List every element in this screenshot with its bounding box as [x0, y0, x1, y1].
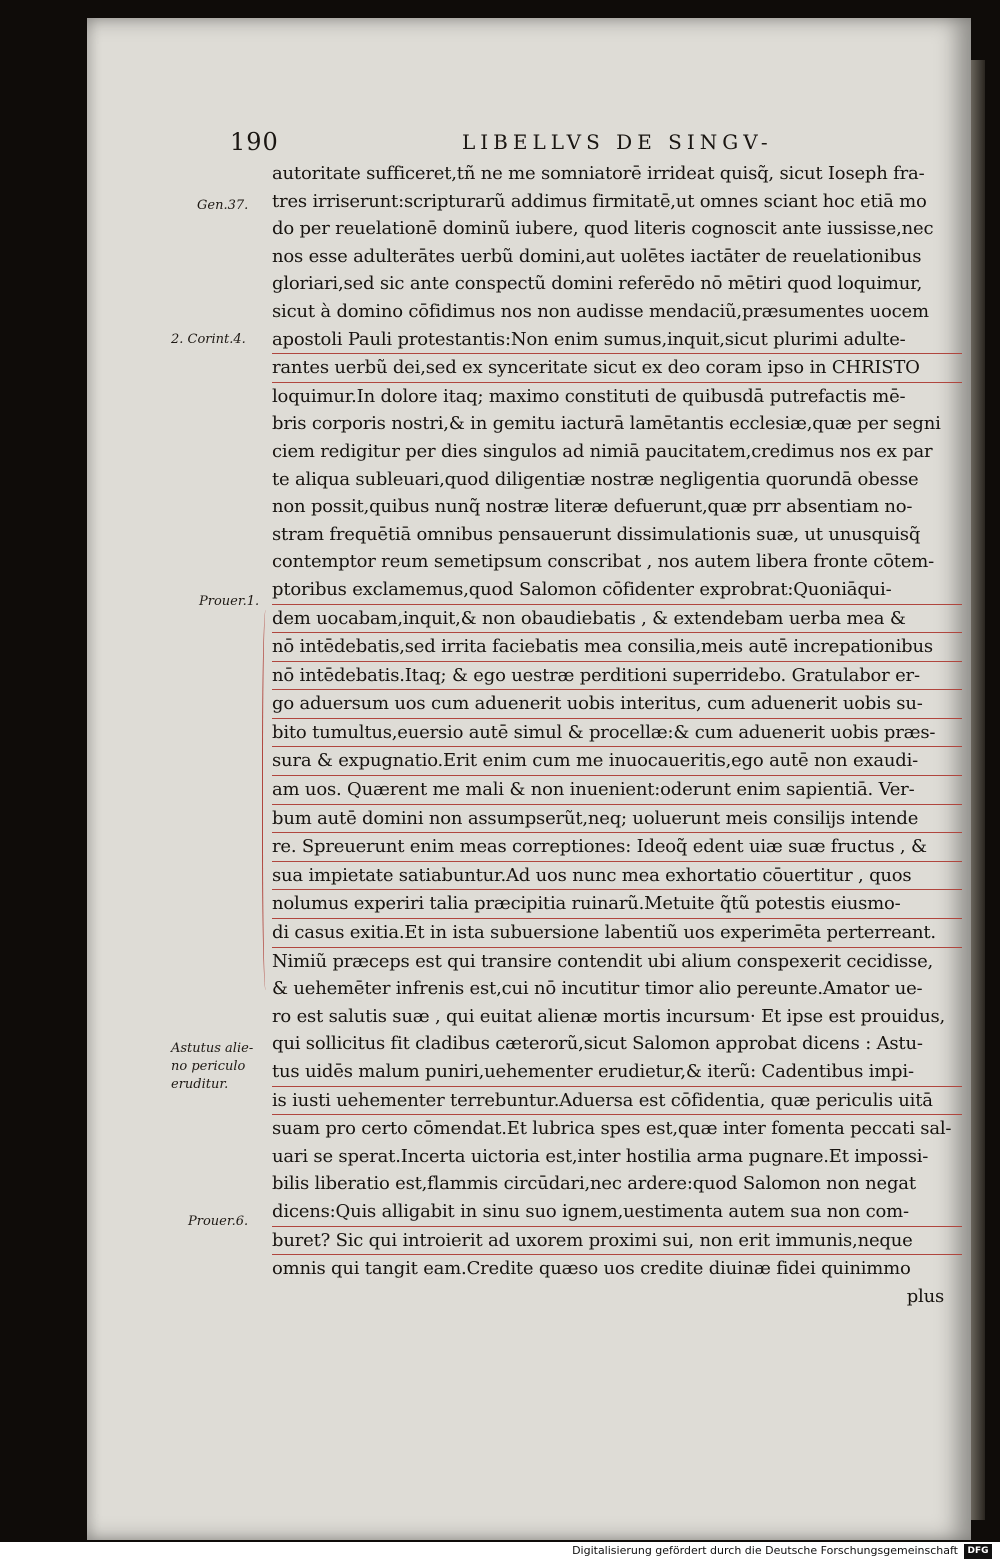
dfg-logo: DFG — [964, 1544, 992, 1559]
text-line: bito tumultus,euersio autē simul & procellæ:& cum aduenerit uobis præs- — [272, 719, 962, 748]
running-head — [230, 128, 970, 162]
text-line: buret? Sic qui introierit ad uxorem proximi sui, non erit immunis,neque — [272, 1227, 962, 1256]
text-line: dem uocabam,inquit,& non obaudiebatis , & extendebam uerba mea & — [272, 605, 962, 634]
text-line: & uehemēter infrenis est,cui nō incutitur timor alio pereunte.Amator ue- — [272, 978, 923, 1000]
text-line: ro est salutis suæ , qui euitat alienæ mortis incursum· Et ipse est prouidus, — [272, 1005, 946, 1027]
marginal-note-prouer-1: Prouer.1. — [199, 594, 260, 609]
marginal-note-prouer-6: Prouer.6. — [188, 1214, 249, 1229]
text-line: contemptor reum semetipsum conscribat , nos autem libera fronte cōtem- — [272, 551, 935, 573]
funding-credit: Digitalisierung gefördert durch die Deutsche Forschungsgemeinschaft — [572, 1544, 958, 1557]
text-line: Nimiũ præceps est qui transire contendit ubi alium conspexerit cecidisse, — [272, 950, 934, 972]
text-line: sicut à domino cōfidimus nos non audisse mendaciũ,præsumentes uocem — [272, 300, 929, 322]
digitization-footer — [0, 1542, 1000, 1562]
text-line: autoritate sufficeret,tñ ne me somniatorē irrideat quisq̃, sicut Ioseph fra- — [272, 163, 925, 184]
text-line: omnis qui tangit eam.Credite quæso uos credite diuinæ fidei quinimmo — [272, 1258, 911, 1280]
text-line: bilis liberatio est,flammis circūdari,nec ardere:quod Salomon non negat — [272, 1173, 916, 1195]
text-line: do per reuelationē dominũ iubere, quod literis cognoscit ante iussisse,nec — [272, 218, 934, 240]
text-line: tus uidēs malum puniri,uehementer erudietur,& iterũ: Cadentibus impi- — [272, 1058, 962, 1087]
text-line: sura & expugnatio.Erit enim cum me inuocaueritis,ego autē non exaudi- — [272, 747, 962, 776]
text-line: nō intēdebatis,sed irrita faciebatis mea consilia,meis autē increpationibus — [272, 633, 962, 662]
text-line: stram frequētiā omnibus pensauerunt dissimulationis suæ, ut unusquisq̃ — [272, 523, 921, 545]
text-line: is iusti uehementer terrebuntur.Aduersa est cōfidentia, quæ periculis uitā — [272, 1087, 962, 1116]
text-line: non possit,quibus nunq̃ nostræ literæ defuerunt,quæ prr absentiam no- — [272, 496, 913, 518]
text-line: nolumus experiri talia præcipitia ruinarũ.Metuite q̃tũ potestis eiusmo- — [272, 890, 962, 919]
text-line: nō intēdebatis.Itaq; & ego uestræ perditioni superridebo. Gratulabor er- — [272, 662, 962, 691]
text-line: suam pro certo cōmendat.Et lubrica spes est,quæ inter fomenta peccati sal- — [272, 1118, 952, 1140]
marginal-note-gen: Gen.37. — [197, 198, 249, 213]
text-line: dicens:Quis alligabit in sinu suo ignem,uestimenta autem sua non com- — [272, 1198, 962, 1227]
text-line: di casus exitia.Et in ista subuersione labentiũ uos experimēta perterreant. — [272, 919, 962, 948]
text-line: nos esse adulterātes uerbũ domini,aut uolētes iactāter de reuelationibus — [272, 245, 922, 267]
text-line: re. Spreuerunt enim meas correptiones: Ideoq̃ edent uiæ suæ fructus , & — [272, 833, 962, 862]
text-line: ptoribus exclamemus,quod Salomon cōfidenter exprobrat:Quoniāqui- — [272, 576, 962, 605]
text-line: am uos. Quærent me mali & non inuenient:oderunt enim sapientiā. Ver- — [272, 776, 962, 805]
running-title: LIBELLVS DE SINGV- — [462, 130, 773, 154]
body-text — [272, 160, 962, 1310]
text-line: sua impietate satiabuntur.Ad uos nunc mea exhortatio cōuertitur , quos — [272, 862, 962, 891]
marginal-note-astutus: Astutus alie-no periculo eruditur. — [171, 1041, 254, 1092]
text-line: uari se sperat.Incerta uictoria est,inter hostilia arma pugnare.Et impossi- — [272, 1145, 929, 1167]
page-number: 190 — [230, 128, 279, 156]
page-edge — [971, 60, 985, 1520]
text-line: bris corporis nostri,& in gemitu iacturā lamētantis ecclesiæ,quæ per segni — [272, 413, 941, 435]
red-margin-bracket — [262, 610, 271, 990]
text-line: loquimur.In dolore itaq; maximo constituti de quibusdā putrefactis mē- — [272, 385, 906, 407]
catchword: plus — [906, 1285, 944, 1307]
text-line: qui sollicitus fit cladibus cæterorũ,sicut Salomon approbat dicens : Astu- — [272, 1033, 923, 1055]
text-line: go aduersum uos cum aduenerit uobis interitus, cum aduenerit uobis su- — [272, 690, 962, 719]
marginal-note-corint: 2. Corint.4. — [171, 332, 246, 347]
text-line: bum autē domini non assumpserũt,neq; uoluerunt meis consilijs intende — [272, 805, 962, 834]
text-line: ciem redigitur per dies singulos ad nimiā paucitatem,credimus nos ex par — [272, 440, 933, 462]
text-line: rantes uerbũ dei,sed ex synceritate sicut ex deo coram ipso in CHRISTO — [272, 354, 962, 383]
text-line: te aliqua subleuari,quod diligentiæ nostræ negligentia quorundā obesse — [272, 468, 919, 490]
text-line: tres irriserunt:scripturarũ addimus firmitatē,ut omnes sciant hoc etiā mo — [272, 190, 927, 212]
text-line: apostoli Pauli protestantis:Non enim sumus,inquit,sicut plurimi adulte- — [272, 326, 962, 355]
text-line: gloriari,sed sic ante conspectũ domini referēdo nō mētiri quod loquimur, — [272, 273, 923, 295]
